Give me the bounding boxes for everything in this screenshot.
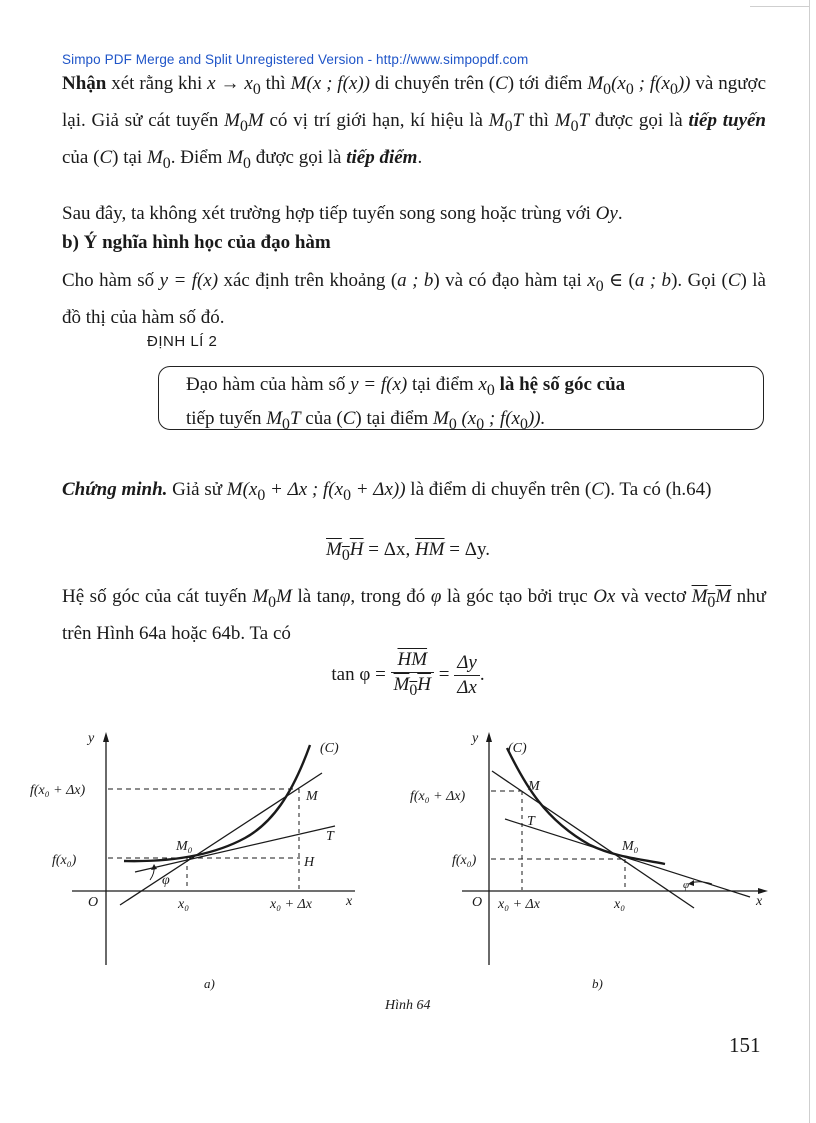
fig-a-label-O: O: [88, 895, 99, 910]
paragraph-setup: Cho hàm số y = f(x) xác định trên khoảng (a ; b) và có đạo hàm tại $x_0$ ∈ (a ; b). Gọi (C) là đồ thị của hàm số đó.: [62, 270, 766, 328]
vector-equation: $M_0H = \Delta x$, $\overline{HM} = \Delta y$.: [326, 539, 490, 564]
fig-a-label-phi: φ: [162, 873, 170, 888]
fig-b-label-phi: φ: [683, 879, 690, 891]
fig-a-secant-line: [120, 773, 322, 905]
fig-b-label-M: M: [528, 779, 540, 794]
fig-b-label-C: (C): [508, 741, 527, 756]
fig-a-curve: [124, 745, 310, 861]
page-edge-top: [750, 6, 810, 7]
fig-a-label-H: H: [304, 855, 315, 870]
fig-a-label-T: T: [326, 829, 334, 844]
figure-b: [410, 731, 768, 991]
fig-b-y-arrow-icon: [486, 732, 492, 742]
fig-b-label-fx0: f(x₀): [452, 853, 477, 868]
figure-a: [30, 731, 355, 991]
fig-b-caption: b): [592, 976, 603, 991]
section-heading-b: b) Ý nghĩa hình học của đạo hàm: [62, 232, 331, 253]
paragraph-proof: Chứng minh. Giả sử $M(x_0 + \Delta x$ ; $f(x_0 + \Delta x)$) là điểm di chuyển trên (C). Ta có (h.64): [62, 479, 712, 504]
fig-a-y-arrow-icon: [103, 732, 109, 742]
theorem-statement: Đạo hàm của hàm số y = f(x) tại điểm $x_0$ là hệ số góc của tiếp tuyến $M_0T$ của (C) tại điểm $M_0$ ($x_0$ ; $f(x_0)$).: [186, 374, 626, 433]
fig-b-curve: [507, 748, 665, 864]
page-number: 151: [729, 1033, 761, 1057]
watermark: Simpo PDF Merge and Split Unregistered Version - http://www.simpopdf.com: [62, 52, 529, 67]
fig-b-label-x: x: [756, 894, 763, 909]
paragraph-slope: Hệ số góc của cát tuyến $M_0M$ là tanφ, trong đó φ là góc tạo bởi trục Ox và vectơ $M_0M$ như trên Hình 64a hoặc 64b. Ta có: [62, 586, 766, 644]
fig-a-caption: a): [204, 976, 215, 991]
fig-a-label-fx0: f(x₀): [52, 853, 77, 868]
paragraph-exclusion-note: Sau đây, ta không xét trường hợp tiếp tuyến song song hoặc trùng với Oy.: [62, 203, 623, 224]
paragraph-tangent-definition: Nhận xét rằng khi $x \to x_0$ thì M(x ; f(x)) di chuyển trên (C) tới điểm $M_0(x_0$ ; $f(x_0)$) và ngược lại. Giả sử cát tuyến $M_0M$ có vị trí giới hạn, kí hiệu là $M_0T$ thì $M_0T$ được gọi là tiếp tuyến của (C) tại $M_0$. Điểm $M_0$ được gọi là tiếp điểm.: [62, 73, 767, 172]
fig-a-label-y: y: [88, 731, 95, 746]
fig-a-label-M0: M₀: [176, 839, 193, 854]
figure-caption: Hình 64: [385, 998, 431, 1013]
fig-a-label-x: x: [346, 894, 353, 909]
fig-b-label-x0: x₀: [614, 897, 626, 912]
theorem-label: ĐỊNH LÍ 2: [147, 333, 218, 350]
fig-b-label-T: T: [527, 814, 535, 829]
figure-64: [0, 720, 816, 1020]
fig-b-label-y: y: [472, 731, 479, 746]
fig-b-label-O: O: [472, 895, 483, 910]
fig-a-label-x0dx: x₀ + Δx: [270, 897, 312, 912]
fig-a-label-M: M: [306, 789, 318, 804]
fig-a-label-fx0dx: f(x₀ + Δx): [30, 783, 86, 798]
fig-a-label-C: (C): [320, 741, 339, 756]
fig-b-label-M0: M₀: [622, 839, 639, 854]
fig-b-label-fx0dx: f(x₀ + Δx): [410, 789, 466, 804]
fig-b-label-x0dx: x₀ + Δx: [498, 897, 540, 912]
tan-equation: tan φ = $\frac{\overline{HM}}{M_0H}$ = $\frac{\Delta y}{\Delta x}$ .: [331, 649, 485, 699]
fig-a-label-x0: x₀: [178, 897, 190, 912]
